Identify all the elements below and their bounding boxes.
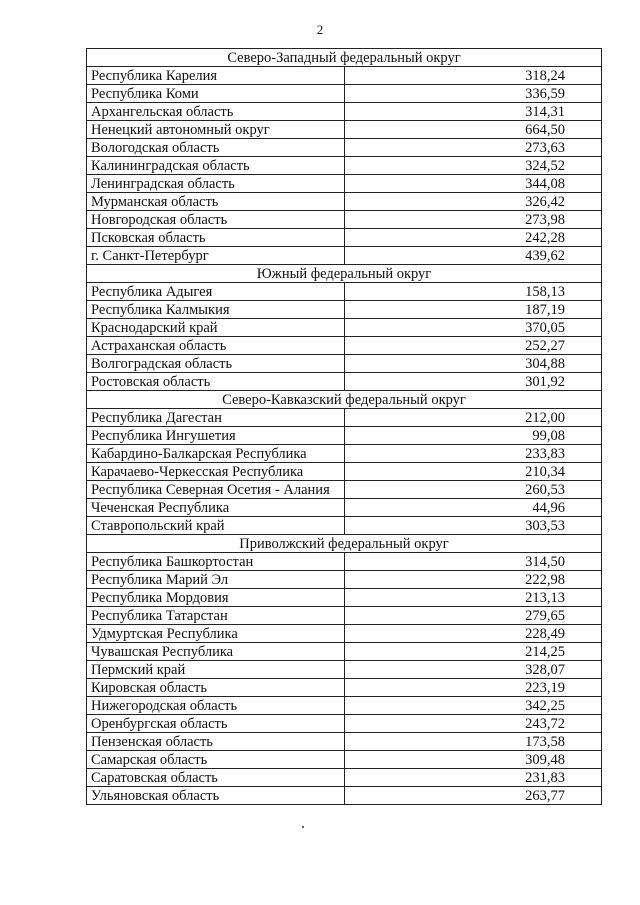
region-value: 243,72 (344, 715, 602, 733)
district-header-row (87, 535, 602, 553)
region-value: 223,19 (344, 679, 602, 697)
region-value: 328,07 (344, 661, 602, 679)
region-name: Республика Карелия (87, 67, 345, 85)
table-row (87, 355, 602, 373)
table-row (87, 409, 602, 427)
region-name: Оренбургская область (87, 715, 345, 733)
region-name: Ставропольский край (87, 517, 345, 535)
region-value: 318,24 (344, 67, 602, 85)
region-name: Калининградская область (87, 157, 345, 175)
region-name: Ульяновская область (87, 787, 345, 805)
region-value: 99,08 (344, 427, 602, 445)
region-name: Республика Татарстан (87, 607, 345, 625)
region-name: Карачаево-Черкесская Республика (87, 463, 345, 481)
table-row (87, 661, 602, 679)
region-name: Архангельская область (87, 103, 345, 121)
region-name: Вологодская область (87, 139, 345, 157)
region-name: Пермский край (87, 661, 345, 679)
region-value: 260,53 (344, 481, 602, 499)
table-row (87, 103, 602, 121)
region-value: 301,92 (344, 373, 602, 391)
table-row (87, 139, 602, 157)
table-row (87, 751, 602, 769)
table-row (87, 85, 602, 103)
region-name: Республика Ингушетия (87, 427, 345, 445)
table-row (87, 121, 602, 139)
region-name: Кировская область (87, 679, 345, 697)
region-value: 664,50 (344, 121, 602, 139)
table-row (87, 589, 602, 607)
region-name: Республика Коми (87, 85, 345, 103)
region-name: Кабардино-Балкарская Республика (87, 445, 345, 463)
table-row (87, 481, 602, 499)
region-value: 242,28 (344, 229, 602, 247)
table-row (87, 247, 602, 265)
region-name: Чувашская Республика (87, 643, 345, 661)
district-title: Южный федеральный округ (87, 265, 602, 283)
region-value: 233,83 (344, 445, 602, 463)
region-value: 212,00 (344, 409, 602, 427)
region-name: Республика Северная Осетия - Алания (87, 481, 345, 499)
table-row (87, 175, 602, 193)
region-value: 173,58 (344, 733, 602, 751)
table-row (87, 301, 602, 319)
region-name: Астраханская область (87, 337, 345, 355)
table-row (87, 211, 602, 229)
table-row (87, 571, 602, 589)
region-value: 263,77 (344, 787, 602, 805)
table-row (87, 697, 602, 715)
district-header-row (87, 265, 602, 283)
region-name: Самарская область (87, 751, 345, 769)
district-title: Приволжский федеральный округ (87, 535, 602, 553)
table-row (87, 319, 602, 337)
table-row (87, 499, 602, 517)
page-number: 2 (316, 22, 324, 37)
table-row (87, 337, 602, 355)
table-row (87, 769, 602, 787)
region-name: Республика Мордовия (87, 589, 345, 607)
district-title: Северо-Западный федеральный округ (87, 49, 602, 67)
region-value: 231,83 (344, 769, 602, 787)
table-body (87, 49, 602, 805)
regions-table (86, 48, 602, 805)
table-row (87, 607, 602, 625)
table-row (87, 427, 602, 445)
region-value: 309,48 (344, 751, 602, 769)
region-value: 158,13 (344, 283, 602, 301)
region-value: 273,98 (344, 211, 602, 229)
table-row (87, 787, 602, 805)
region-value: 214,25 (344, 643, 602, 661)
table-row (87, 229, 602, 247)
table-row (87, 283, 602, 301)
district-title: Северо-Кавказский федеральный округ (87, 391, 602, 409)
region-value: 304,88 (344, 355, 602, 373)
table-row (87, 463, 602, 481)
region-value: 252,27 (344, 337, 602, 355)
table-row (87, 679, 602, 697)
region-value: 336,59 (344, 85, 602, 103)
region-name: Нижегородская область (87, 697, 345, 715)
region-name: Ростовская область (87, 373, 345, 391)
region-value: 344,08 (344, 175, 602, 193)
region-name: Ленинградская область (87, 175, 345, 193)
region-value: 314,31 (344, 103, 602, 121)
table-row (87, 193, 602, 211)
region-value: 324,52 (344, 157, 602, 175)
district-header-row (87, 391, 602, 409)
region-value: 314,50 (344, 553, 602, 571)
table-row (87, 373, 602, 391)
region-value: 273,63 (344, 139, 602, 157)
table-row (87, 67, 602, 85)
region-name: Новгородская область (87, 211, 345, 229)
region-name: Пензенская область (87, 733, 345, 751)
region-value: 228,49 (344, 625, 602, 643)
region-name: Краснодарский край (87, 319, 345, 337)
table-row (87, 157, 602, 175)
region-name: Ненецкий автономный округ (87, 121, 345, 139)
region-name: Чеченская Республика (87, 499, 345, 517)
table-row (87, 553, 602, 571)
table-row (87, 517, 602, 535)
region-name: Республика Адыгея (87, 283, 345, 301)
region-value: 279,65 (344, 607, 602, 625)
region-name: Мурманская область (87, 193, 345, 211)
table-row (87, 733, 602, 751)
region-name: Волгоградская область (87, 355, 345, 373)
region-name: Республика Дагестан (87, 409, 345, 427)
table-row (87, 445, 602, 463)
region-value: 303,53 (344, 517, 602, 535)
region-name: Республика Калмыкия (87, 301, 345, 319)
region-name: Республика Башкортостан (87, 553, 345, 571)
scan-speck (302, 826, 304, 828)
region-value: 213,13 (344, 589, 602, 607)
region-name: Псковская область (87, 229, 345, 247)
region-value: 439,62 (344, 247, 602, 265)
region-value: 187,19 (344, 301, 602, 319)
region-value: 44,96 (344, 499, 602, 517)
table-row (87, 715, 602, 733)
region-name: Республика Марий Эл (87, 571, 345, 589)
region-value: 370,05 (344, 319, 602, 337)
table-row (87, 643, 602, 661)
table-row (87, 625, 602, 643)
region-name: Удмуртская Республика (87, 625, 345, 643)
region-value: 210,34 (344, 463, 602, 481)
district-header-row (87, 49, 602, 67)
region-value: 222,98 (344, 571, 602, 589)
region-value: 326,42 (344, 193, 602, 211)
region-value: 342,25 (344, 697, 602, 715)
region-name: г. Санкт-Петербург (87, 247, 345, 265)
region-name: Саратовская область (87, 769, 345, 787)
